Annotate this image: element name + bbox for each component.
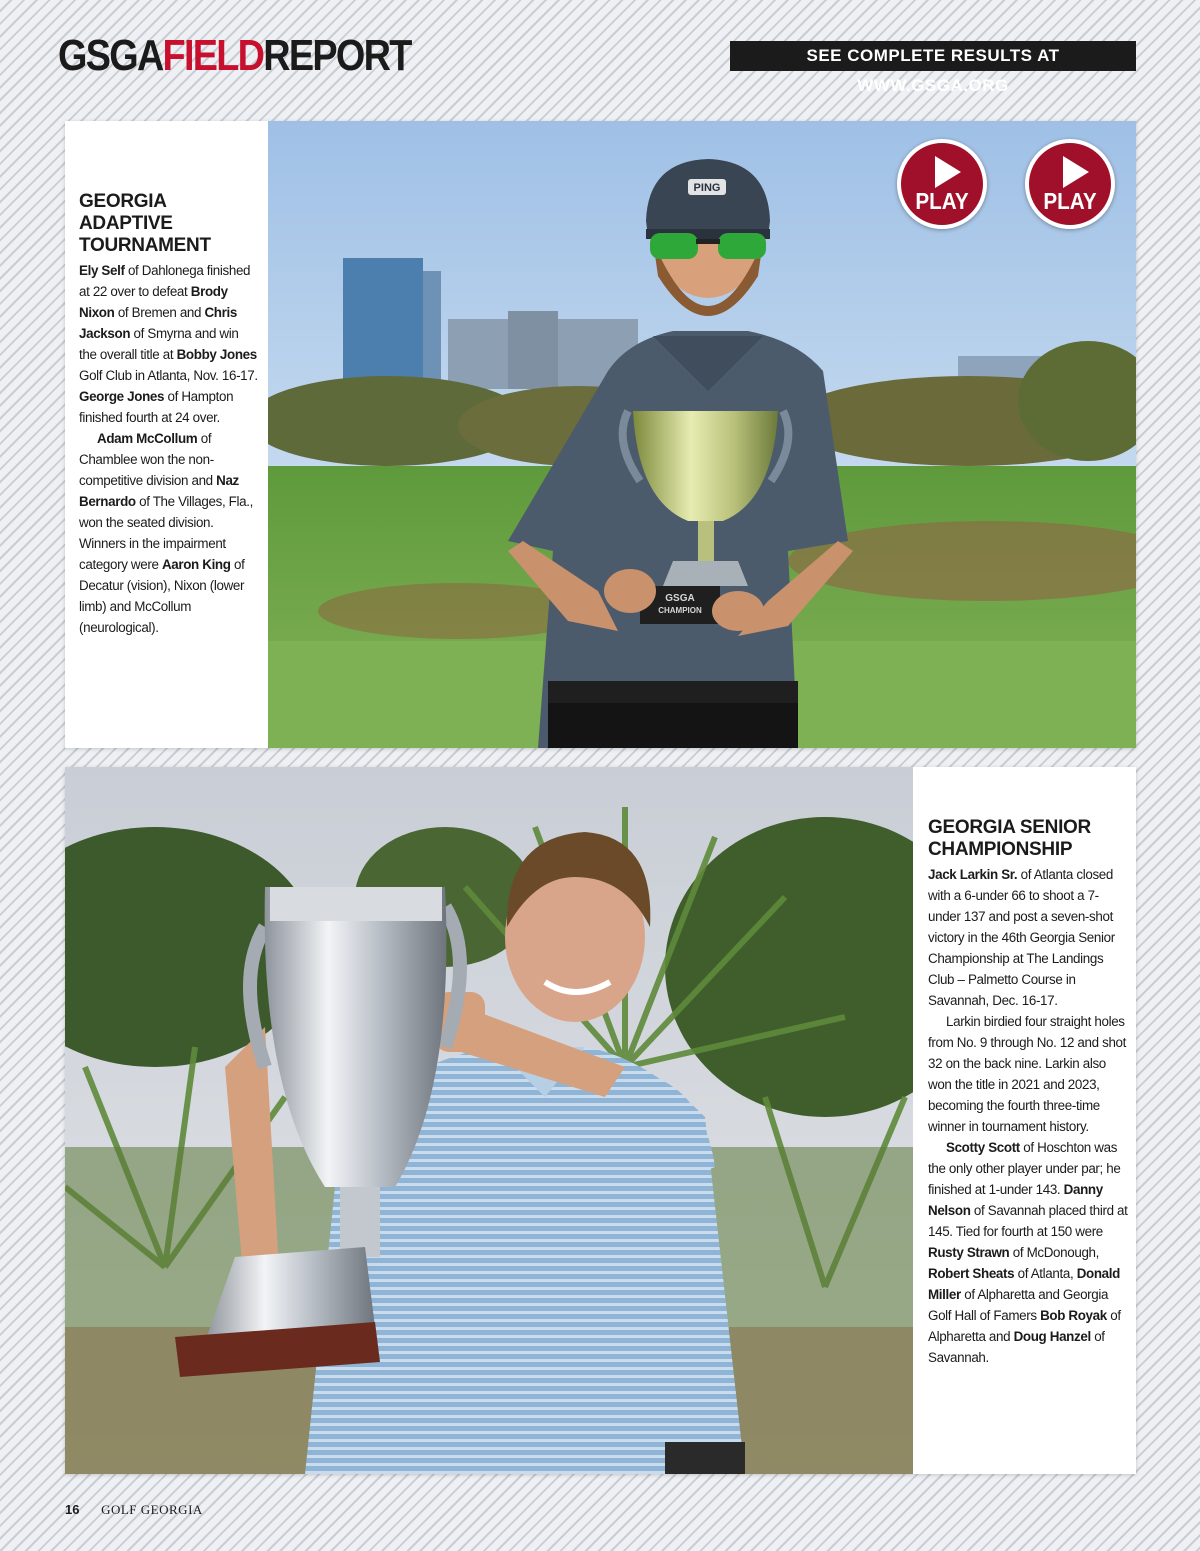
body-run: Golf Club in Atlanta, Nov. 16-17. [79,368,258,383]
name-highlight: Danny Nelson [928,1182,1103,1218]
name-highlight: Bobby Jones [176,347,257,362]
body-run: of Savannah placed third at 145. Tied for fourth at 150 were [928,1203,1128,1239]
name-highlight: Rusty Strawn [928,1245,1010,1260]
trophy-plaque-logo: GSGA [665,593,695,604]
body-run: Larkin birdied four straight holes from No. 9 through No. 12 and shot 32 on the back nine. Larkin also won the title in 2021 and 2023, becoming the fourth three-time winner in tournament history. [928,1014,1127,1134]
name-highlight: Naz Bernardo [79,473,239,509]
body-run: of Alpharetta and Georgia Golf Hall of Famers [928,1287,1109,1323]
adaptive-tournament-heading: GEORGIA ADAPTIVE TOURNAMENT [79,191,211,256]
body-run: of Hampton finished fourth at 24 over. [79,389,234,425]
body-run: of Hoschton was the only other player under par; he finished at 1-under 143. [928,1140,1121,1197]
masthead-field: FIELD [162,31,264,80]
adaptive-tournament-paragraph-2 [79,428,259,638]
name-highlight: Doug Hanzel [1013,1329,1091,1344]
masthead-gsga: GSGA [58,31,163,80]
page-footer [65,1502,203,1518]
masthead-report: REPORT [263,31,411,80]
body-run: of Bremen and [114,305,205,320]
adaptive-champion-photo [268,121,1136,748]
play-button-label-2: PLAY [1043,188,1097,214]
name-highlight: Scotty Scott [946,1140,1020,1155]
body-run: of The Villages, Fla., won the seated division. Winners in the impairment category were [79,494,253,572]
body-run: of Smyrna and win the overall title at [79,326,239,362]
body-run: of Savannah. [928,1329,1105,1365]
name-highlight: Donald Miller [928,1266,1120,1302]
body-run: of Atlanta, [1014,1266,1077,1281]
name-highlight: Ely Self [79,263,125,278]
senior-championship-paragraph-1 [928,864,1128,1011]
senior-championship-heading: GEORGIA SENIOR CHAMPIONSHIP [928,817,1091,860]
adaptive-tournament-paragraph-1 [79,260,259,428]
senior-champion-photo [65,767,913,1474]
play-icon [1063,156,1089,188]
body-run: of Atlanta closed with a 6-under 66 to shoot a 7-under 137 and post a seven-shot victory in the 46th Georgia Senior Championship at The Landings Club – Palmetto Course in Savannah, Dec. 16-17. [928,867,1115,1008]
name-highlight: Bob Royak [1040,1308,1107,1323]
name-highlight: Adam McCollum [97,431,198,446]
play-button-label-1: PLAY [915,188,969,214]
body-run: of Decatur (vision), Nixon (lower limb) and McCollum (neurological). [79,557,245,635]
name-highlight: Aaron King [161,557,231,572]
name-highlight: Brody Nixon [79,284,228,320]
name-highlight: George Jones [79,389,165,404]
body-run: of Alpharetta and [928,1308,1121,1344]
magazine-name: GOLF GEORGIA [101,1502,203,1517]
body-run: of Dahlonega finished at 22 over to defeat [79,263,251,299]
body-run: of Chamblee won the non-competitive division and [79,431,217,488]
cap-logo: PING [693,182,721,194]
masthead-logo [58,30,411,82]
body-run: of McDonough, [1009,1245,1100,1260]
trophy-plaque-title: CHAMPION [658,606,702,615]
adaptive-tournament-card [65,121,1136,748]
name-highlight: Robert Sheats [928,1266,1015,1281]
results-link[interactable]: SEE COMPLETE RESULTS AT WWW.GSGA.ORG [730,41,1136,71]
name-highlight: Jack Larkin Sr. [928,867,1018,882]
page-number: 16 [65,1502,80,1517]
senior-championship-paragraph-2 [928,1011,1128,1137]
senior-championship-paragraph-3 [928,1137,1128,1368]
senior-championship-card [65,767,1136,1474]
play-icon [935,156,961,188]
adaptive-tournament-text [79,191,259,638]
play-video-button-1[interactable] [897,139,987,229]
play-video-button-2[interactable] [1025,139,1115,229]
name-highlight: Chris Jackson [79,305,237,341]
senior-championship-text [928,817,1128,1368]
